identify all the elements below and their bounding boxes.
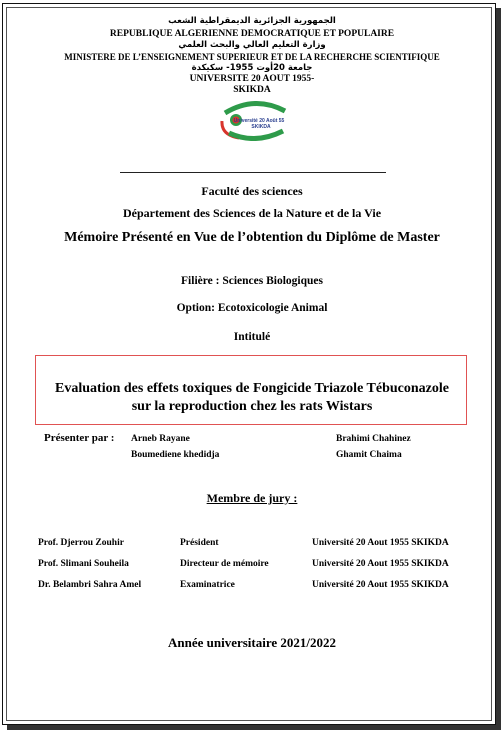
jury-member-institution: Université 20 Aout 1955 SKIKDA (312, 580, 449, 590)
jury-member-name: Dr. Belambri Sahra Amel (38, 580, 142, 590)
presenter-name: Boumediene khedidja (131, 450, 220, 460)
jury-member-name: Prof. Slimani Souheila (38, 559, 129, 569)
header-arabic-republic: الجمهورية الجزائرية الديمقراطية الشعب (168, 16, 336, 26)
logo-text-line1: Université 20 Août 55 (233, 118, 285, 124)
jury-label: Membre de jury : (206, 491, 298, 505)
logo-text-line2: SKIKDA (251, 124, 271, 130)
presenter-name: Arneb Rayane (131, 434, 190, 444)
department-name: Département des Sciences de la Nature et de la Vie (122, 206, 382, 220)
jury-member-role: Président (180, 538, 219, 548)
faculty-name: Faculté des sciences (201, 184, 303, 198)
header-arabic-university: جامعة 20أوت 1955- سكيكدة (191, 63, 313, 73)
presenter-name: Brahimi Chahinez (336, 434, 411, 444)
jury-member-name: Prof. Djerrou Zouhir (38, 538, 124, 548)
university-logo (219, 99, 291, 141)
header-city: SKIKDA (233, 85, 271, 95)
jury-member-institution: Université 20 Aout 1955 SKIKDA (312, 559, 449, 569)
header-university: UNIVERSITE 20 AOUT 1955- (189, 74, 315, 84)
page-shadow-right (496, 8, 501, 728)
jury-member-role: Examinatrice (180, 580, 235, 590)
jury-member-institution: Université 20 Aout 1955 SKIKDA (312, 538, 449, 548)
memoire-heading: Mémoire Présenté en Vue de l’obtention du Diplôme de Master (64, 230, 440, 245)
thesis-title-line2: sur la reproduction chez les rats Wistars (131, 399, 373, 414)
header-divider (120, 172, 386, 173)
jury-member-role: Directeur de mémoire (180, 559, 269, 569)
option: Option: Ecotoxicologie Animal (176, 302, 328, 314)
intitule-label: Intitulé (233, 331, 271, 343)
header-republic: REPUBLIQUE ALGERIENNE DEMOCRATIQUE ET POPULAIRE (109, 29, 395, 39)
presenter-name: Ghamit Chaima (336, 450, 402, 460)
thesis-title-line1: Evaluation des effets toxiques de Fongicide Triazole Tébuconazole (55, 381, 449, 396)
presenters-label: Présenter par : (44, 432, 115, 444)
header-arabic-ministry: وزارة التعليم العالي والبحث العلمي (178, 40, 326, 50)
header-ministry: MINISTERE DE L’ENSEIGNEMENT SUPERIEUR ET DE LA RECHERCHE SCIENTIFIQUE (64, 52, 440, 62)
filiere: Filière : Sciences Biologiques (181, 275, 323, 287)
page-shadow-bottom (7, 725, 501, 730)
academic-year: Année universitaire 2021/2022 (167, 635, 337, 650)
